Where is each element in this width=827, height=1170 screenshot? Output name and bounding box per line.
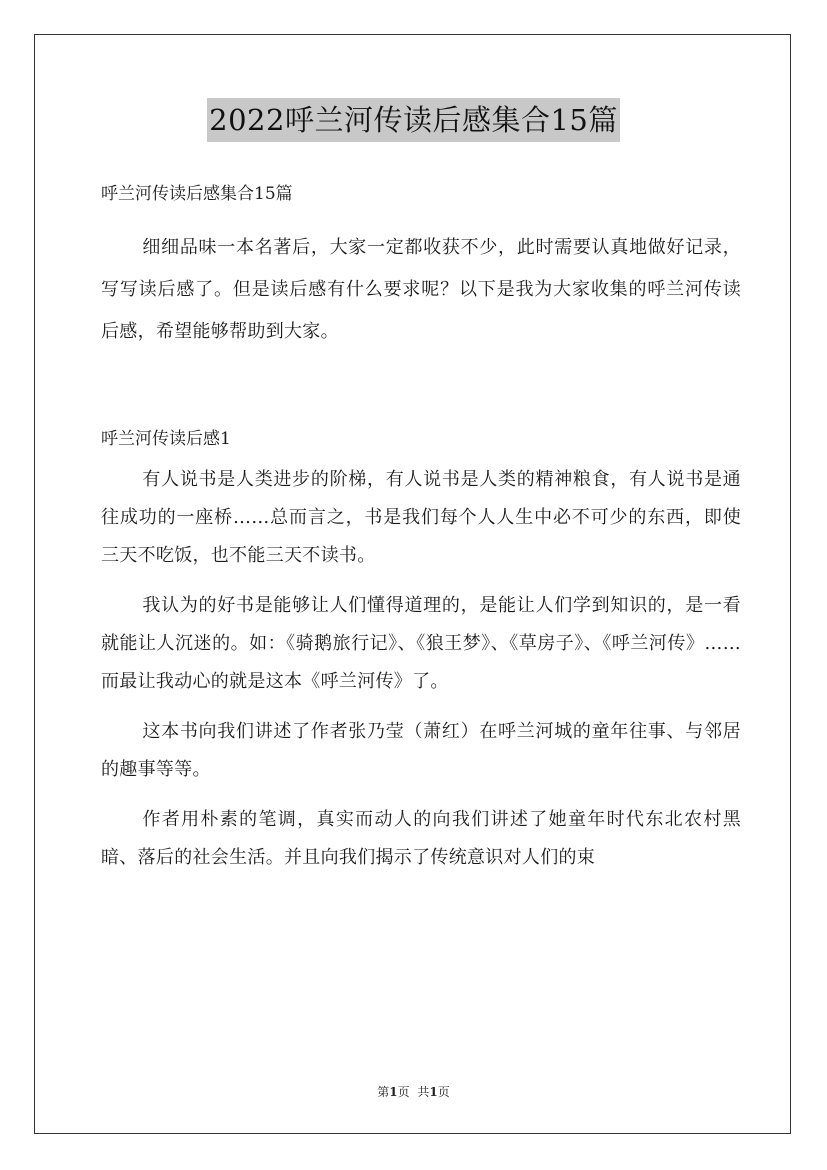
total-prefix: 共: [417, 1085, 430, 1099]
document-body: [101, 178, 741, 877]
total-pages: 1: [429, 1085, 438, 1099]
page-suffix: 页: [397, 1085, 410, 1099]
body-paragraph-4: 作者用朴素的笔调，真实而动人的向我们讲述了她童年时代东北农村黑暗、落后的社会生活。并且向我们揭示了传统意识对人们的束: [101, 809, 741, 868]
intro-paragraph: 细细品味一本名著后，大家一定都收获不少，此时需要认真地做好记录，写写读后感了。但是读后感有什么要求呢？以下是我为大家收集的呼兰河传读后感，希望能够帮助到大家。: [101, 237, 741, 342]
total-suffix: 页: [437, 1085, 450, 1099]
title-container: [0, 98, 827, 142]
document-title: 2022呼兰河传读后感集合15篇: [207, 98, 620, 142]
document-subtitle: 呼兰河传读后感集合15篇: [101, 184, 293, 204]
page-number: 1: [389, 1085, 398, 1099]
body-paragraph-3: 这本书向我们讲述了作者张乃莹（萧红）在呼兰河城的童年往事、与邻居的趣事等等。: [101, 721, 741, 780]
section-heading: 呼兰河传读后感1: [101, 429, 231, 449]
page-prefix: 第: [377, 1085, 390, 1099]
body-paragraph-1: 有人说书是人类进步的阶梯，有人说书是人类的精神粮食，有人说书是通往成功的一座桥……总而言之，书是我们每个人人生中必不可少的东西，即使三天不吃饭，也不能三天不读书。: [101, 469, 741, 566]
page-footer: [0, 1083, 827, 1100]
body-paragraph-2: 我认为的好书是能够让人们懂得道理的，是能让人们学到知识的，是一看就能让人沉迷的。如：《骑鹅旅行记》、《狼王梦》、《草房子》、《呼兰河传》……而最让我动心的就是这本《呼兰河传》了。: [101, 595, 741, 692]
